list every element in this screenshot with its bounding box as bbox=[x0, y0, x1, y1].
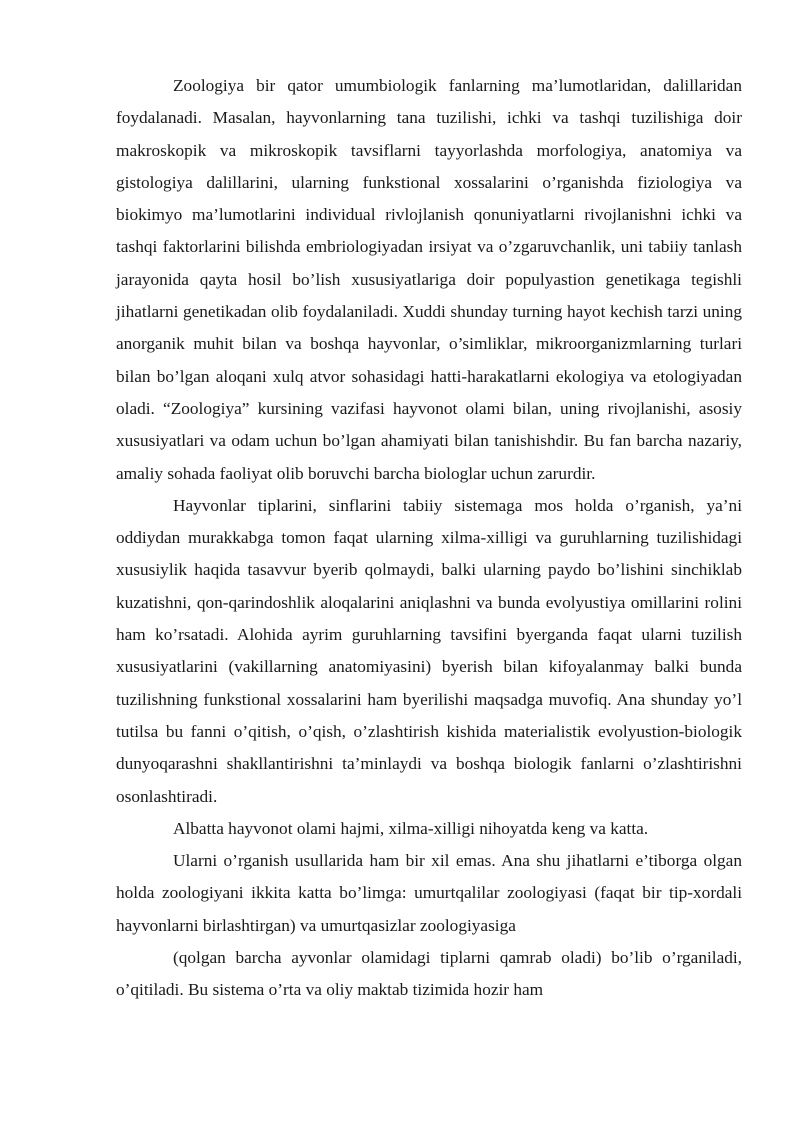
paragraph: (qolgan barcha ayvonlar olamidagi tiplarni qamrab oladi) bo’lib o’rganiladi, o’qitiladi. Bu sistema o’rta va oliy maktab tizimida hozir ham bbox=[116, 948, 742, 1000]
document-page bbox=[116, 70, 742, 1007]
paragraph: Ularni o’rganish usullarida ham bir xil emas. Ana shu jihatlarni e’tiborga olgan holda zoologiyani ikkita katta bo’limga: umurtqalilar zoologiyasi (faqat bir tip-xordali hayvonlarni birlashtirgan) va umurtqasizlar zoologiyasiga bbox=[116, 851, 742, 935]
paragraph: Albatta hayvonot olami hajmi, xilma-xilligi nihoyatda keng va katta. bbox=[173, 818, 649, 838]
paragraph: Zoologiya bir qator umumbiologik fanlarning ma’lumotlaridan, dalillaridan foydalanadi. Masalan, hayvonlarning tana tuzilishi, ichki va tashqi tuzilishiga doir makroskopik va mikroskopik tavsiflarni tayyorlashda morfologiya, anatomiya va gistologiya dalillarini, ularning funkstional xossalarini o’rganishda fiziologiya va biokimyo ma’lumotlarini individual rivlojlanish qonuniyatlarni rivojlanishni ichki va tashqi faktorlarini bilishda embriologiyadan irsiyat va o’zgaruvchanlik, uni tabiiy tanlash jarayonida qayta hosil bo’lish xususiyatlariga doir populyastion genetikaga tegishli jihatlarni genetikadan olib foydalaniladi. Xuddi shunday turning hayot kechish tarzi uning anorganik muhit bilan va boshqa hayvonlar, o’simliklar, mikroorganizmlarning turlari bilan bo’lgan aloqani xulq atvor sohasidagi hatti-harakatlarni ekologiya va etologiyadan oladi. “Zoologiya” kursining vazifasi hayvonot olami bilan, uning rivojlanishi, asosiy xususiyatlari va odam uchun bo’lgan ahamiyati bilan tanishishdir. Bu fan barcha nazariy, amaliy sohada faoliyat olib boruvchi barcha biologlar uchun zarurdir. bbox=[116, 76, 742, 483]
paragraph: Hayvonlar tiplarini, sinflarini tabiiy sistemaga mos holda o’rganish, ya’ni oddiydan murakkabga tomon faqat ularning xilma-xilligi va guruhlarning tuzilishidagi xususiylik haqida tasavvur byerib qolmaydi, balki ularning paydo bo’lishini sinchiklab kuzatishni, qon-qarindoshlik aloqalarini aniqlashni va bunda evolyustiya omillarini rolini ham ko’rsatadi. Alohida ayrim guruhlarning tavsifini byerganda faqat ularni tuzilish xususiyatlarini (vakillarning anatomiyasini) byerish bilan kifoyalanmay balki bunda tuzilishning funkstional xossalarini ham byerilishi maqsadga muvofiq. Ana shunday yo’l tutilsa bu fanni o’qitish, o’qish, o’zlashtirish kishida materialistik evolyustion-biologik dunyoqarashni shakllantirishni ta’minlaydi va boshqa biologik fanlarni o’zlashtirishni osonlashtiradi. bbox=[116, 495, 742, 806]
